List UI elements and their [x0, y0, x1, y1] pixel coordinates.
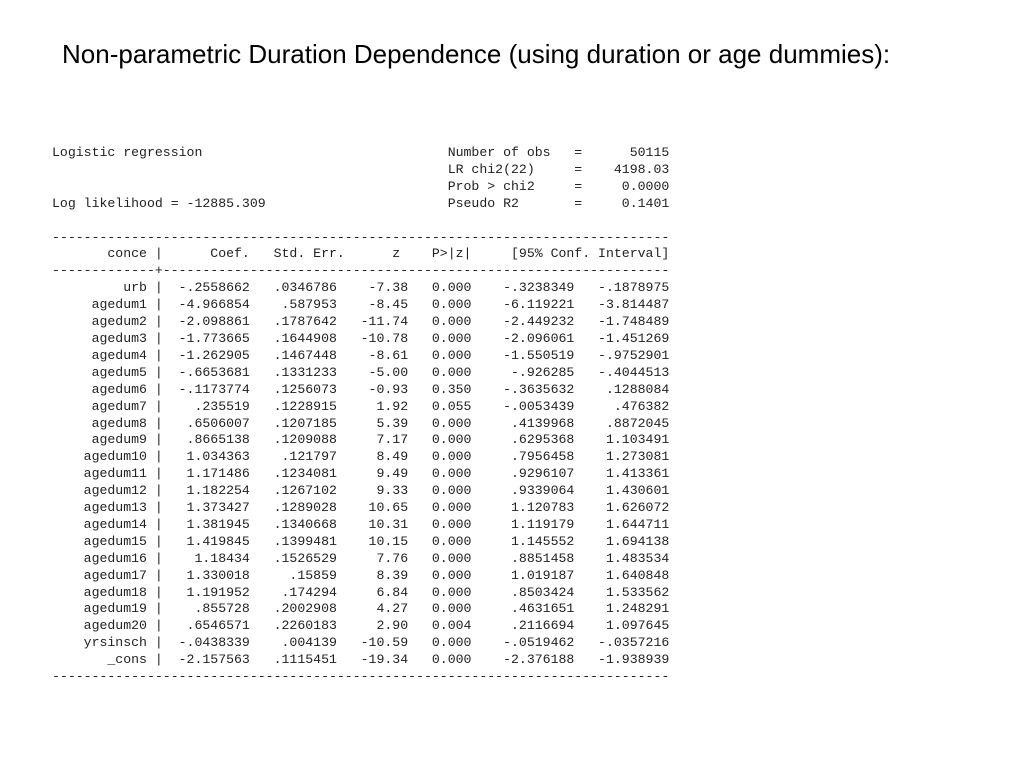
rule-bottom: ------------------------------------------------------------------------------	[52, 669, 670, 685]
rule-mid: -------------+----------------------------------------------------------------	[52, 263, 670, 279]
regression-output	[52, 145, 669, 686]
table-row: agedum14 | 1.381945 .1340668 10.31 0.000 1.119179 1.644711	[52, 516, 670, 532]
header-line: LR chi2(22) = 4198.03	[52, 161, 670, 177]
header-line: Log likelihood = -12885.309 Pseudo R2 = 0.1401	[52, 195, 670, 211]
table-row: agedum1 | -4.966854 .587953 -8.45 0.000 -6.119221 -3.814487	[52, 297, 670, 313]
table-row: agedum19 | .855728 .2002908 4.27 0.000 .4631651 1.248291	[52, 601, 670, 617]
header-line: Prob > chi2 = 0.0000	[52, 178, 670, 194]
table-row: agedum6 | -.1173774 .1256073 -0.93 0.350 -.3635632 .1288084	[52, 381, 670, 397]
table-row: agedum8 | .6506007 .1207185 5.39 0.000 .4139968 .8872045	[52, 415, 670, 431]
table-row: agedum3 | -1.773665 .1644908 -10.78 0.000 -2.096061 -1.451269	[52, 330, 670, 346]
table-row: agedum10 | 1.034363 .121797 8.49 0.000 .7956458 1.273081	[52, 449, 670, 465]
column-header: conce | Coef. Std. Err. z P>|z| [95% Conf. Interval]	[52, 246, 670, 262]
table-row: agedum18 | 1.191952 .174294 6.84 0.000 .8503424 1.533562	[52, 584, 670, 600]
table-row: agedum4 | -1.262905 .1467448 -8.61 0.000 -1.550519 -.9752901	[52, 347, 670, 363]
table-row: urb | -.2558662 .0346786 -7.38 0.000 -.3238349 -.1878975	[52, 280, 670, 296]
table-row: agedum20 | .6546571 .2260183 2.90 0.004 .2116694 1.097645	[52, 618, 670, 634]
table-row: agedum5 | -.6653681 .1331233 -5.00 0.000 -.926285 -.4044513	[52, 364, 670, 380]
header-line: Logistic regression Number of obs = 50115	[52, 145, 670, 160]
table-row: agedum17 | 1.330018 .15859 8.39 0.000 1.019187 1.640848	[52, 567, 670, 583]
table-row: yrsinsch | -.0438339 .004139 -10.59 0.000 -.0519462 -.0357216	[52, 635, 670, 651]
table-row: agedum13 | 1.373427 .1289028 10.65 0.000 1.120783 1.626072	[52, 500, 670, 516]
slide-title: Non-parametric Duration Dependence (using duration or age dummies):	[62, 39, 891, 69]
table-row: agedum11 | 1.171486 .1234081 9.49 0.000 .9296107 1.413361	[52, 466, 670, 482]
table-row: _cons | -2.157563 .1115451 -19.34 0.000 -2.376188 -1.938939	[52, 652, 670, 668]
table-row: agedum12 | 1.182254 .1267102 9.33 0.000 .9339064 1.430601	[52, 483, 670, 499]
table-row: agedum15 | 1.419845 .1399481 10.15 0.000 1.145552 1.694138	[52, 533, 670, 549]
table-row: agedum2 | -2.098861 .1787642 -11.74 0.000 -2.449232 -1.748489	[52, 314, 670, 330]
table-row: agedum9 | .8665138 .1209088 7.17 0.000 .6295368 1.103491	[52, 432, 670, 448]
rule-top: ------------------------------------------------------------------------------	[52, 229, 670, 245]
table-row: agedum16 | 1.18434 .1526529 7.76 0.000 .8851458 1.483534	[52, 550, 670, 566]
blank-line	[52, 213, 669, 230]
table-row: agedum7 | .235519 .1228915 1.92 0.055 -.0053439 .476382	[52, 398, 670, 414]
